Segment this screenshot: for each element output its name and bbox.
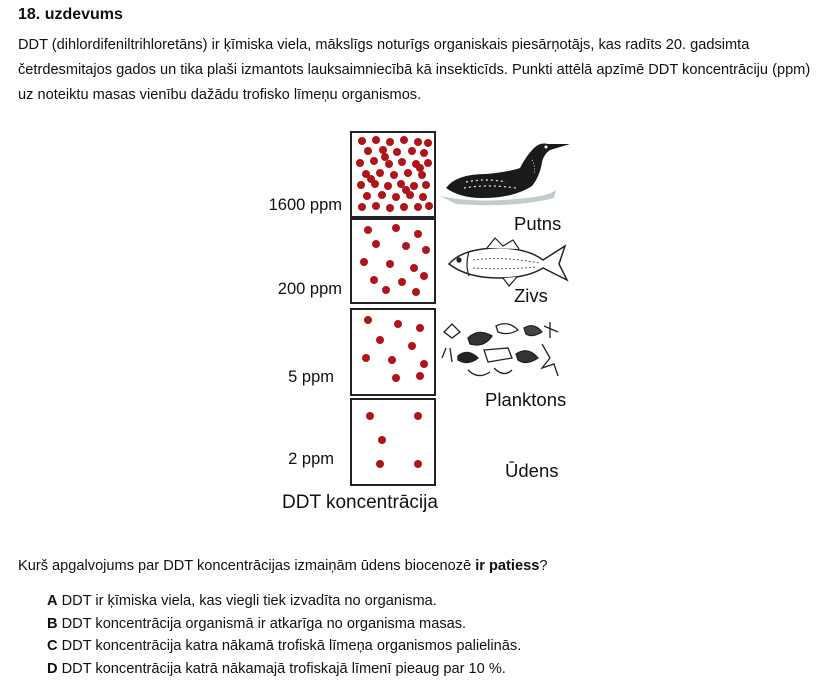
- ppm-label-2: 2 ppm: [288, 450, 334, 468]
- ddt-dot: [381, 153, 389, 161]
- question-pre: Kurš apgalvojums par DDT koncentrācijas izmaiņām ūdens biocenozē: [18, 558, 476, 574]
- ddt-dot: [404, 169, 412, 177]
- ddt-dot: [424, 139, 432, 147]
- ddt-dot: [372, 136, 380, 144]
- ddt-dot: [416, 164, 424, 172]
- ddt-dot: [360, 258, 368, 266]
- ddt-dot: [392, 374, 400, 382]
- ddt-dot: [414, 203, 422, 211]
- option-d[interactable]: [47, 658, 521, 681]
- ddt-dot: [386, 138, 394, 146]
- ddt-dot: [376, 460, 384, 468]
- ddt-dot: [400, 203, 408, 211]
- ddt-dot: [372, 202, 380, 210]
- ddt-dot: [372, 240, 380, 248]
- option-letter: C: [47, 638, 58, 654]
- ddt-dot: [412, 288, 420, 296]
- figure-caption: DDT koncentrācija: [282, 492, 438, 513]
- question-post: ?: [539, 558, 548, 574]
- ddt-dot: [376, 169, 384, 177]
- option-letter: D: [47, 660, 58, 677]
- ddt-dot: [398, 278, 406, 286]
- option-a[interactable]: [47, 590, 521, 613]
- ddt-dot: [370, 157, 378, 165]
- ddt-dot: [420, 272, 428, 280]
- ddt-dot: [420, 360, 428, 368]
- ddt-dot: [400, 136, 408, 144]
- ddt-dot: [362, 354, 370, 362]
- ddt-dot: [410, 182, 418, 190]
- ddt-dot: [386, 260, 394, 268]
- option-text: DDT koncentrācija katra nākamā trofiskā līmeņa organismos palielinās.: [61, 638, 522, 654]
- ppm-label-200: 200 ppm: [277, 280, 342, 298]
- option-b[interactable]: [47, 613, 521, 636]
- ddt-dot: [414, 460, 422, 468]
- ddt-dot: [378, 436, 386, 444]
- organism-label-bird: Putns: [514, 213, 562, 234]
- ddt-dot: [416, 324, 424, 332]
- question-text: [18, 558, 547, 574]
- ddt-dot: [358, 137, 366, 145]
- ppm-label-1600: 1600 ppm: [268, 196, 342, 214]
- concentration-box-1600: [350, 131, 436, 218]
- ddt-dot: [356, 159, 364, 167]
- ddt-dot: [364, 316, 372, 324]
- ddt-dot: [424, 159, 432, 167]
- answer-options: [47, 590, 521, 680]
- bird-illustration: [436, 138, 578, 206]
- ddt-dot: [366, 412, 374, 420]
- ddt-dot: [425, 202, 433, 210]
- ddt-dot: [418, 171, 426, 179]
- ddt-dot: [394, 320, 402, 328]
- ddt-dot: [419, 193, 427, 201]
- option-c[interactable]: [47, 635, 521, 658]
- ddt-dot: [402, 242, 410, 250]
- task-intro: DDT (dihlordifeniltrihloretāns) ir ķīmiska viela, mākslīgs noturīgs organiskais piesārņotājs, kas radīts 20. gadsimta četrdesmitajos gados un tika plaši izmantots lauksaimniecībā kā insekticīds. Punkti attēlā apzīmē DDT koncentrāciju (ppm) uz noteiktu masas vienību dažādu trofisko līmeņu organismos.: [18, 37, 811, 103]
- concentration-box-2: [350, 398, 436, 486]
- ddt-dot: [398, 158, 406, 166]
- ddt-dot: [410, 264, 418, 272]
- ddt-dot: [378, 191, 386, 199]
- concentration-box-5: [350, 308, 436, 396]
- option-letter: B: [47, 615, 58, 632]
- question-emphasis: ir patiess: [475, 558, 540, 574]
- ddt-dot: [392, 224, 400, 232]
- ddt-dot: [414, 412, 422, 420]
- ddt-dot: [408, 342, 416, 350]
- fish-illustration: [443, 236, 571, 288]
- ddt-dot: [386, 204, 394, 212]
- ddt-dot: [358, 203, 366, 211]
- task-title: 18. uzdevums: [18, 6, 123, 23]
- ppm-label-5: 5 ppm: [288, 368, 334, 386]
- concentration-box-200: [350, 218, 436, 304]
- ddt-dot: [382, 286, 390, 294]
- option-text: DDT koncentrācija katrā nākamajā trofiskajā līmenī pieaug par 10 %.: [61, 660, 506, 677]
- ddt-dot: [370, 276, 378, 284]
- ddt-dot: [385, 160, 393, 168]
- ddt-dot: [414, 230, 422, 238]
- ddt-dot: [422, 181, 430, 189]
- ddt-dot: [393, 148, 401, 156]
- ddt-dot: [392, 193, 400, 201]
- organism-label-plankton: Planktons: [485, 389, 567, 410]
- ddt-dot: [422, 246, 430, 254]
- option-text: DDT ir ķīmiska viela, kas viegli tiek izvadīta no organisma.: [61, 593, 437, 609]
- ddt-dot: [420, 149, 428, 157]
- ddt-dot: [388, 356, 396, 364]
- ddt-dot: [390, 171, 398, 179]
- ddt-dot: [357, 181, 365, 189]
- organism-label-water: Ūdens: [505, 460, 559, 481]
- option-text: DDT koncentrācija organismā ir atkarīga no organisma masas.: [61, 615, 467, 632]
- ddt-dot: [384, 182, 392, 190]
- ddt-dot: [367, 175, 375, 183]
- plankton-illustration: [438, 318, 568, 384]
- option-letter: A: [47, 593, 58, 609]
- ddt-dot: [414, 138, 422, 146]
- ddt-dot: [364, 226, 372, 234]
- organism-label-fish: Zivs: [514, 285, 548, 306]
- ddt-dot: [376, 336, 384, 344]
- ddt-dot: [408, 147, 416, 155]
- ddt-dot: [416, 372, 424, 380]
- ddt-dot: [402, 186, 410, 194]
- ddt-dot: [363, 192, 371, 200]
- ddt-dot: [364, 147, 372, 155]
